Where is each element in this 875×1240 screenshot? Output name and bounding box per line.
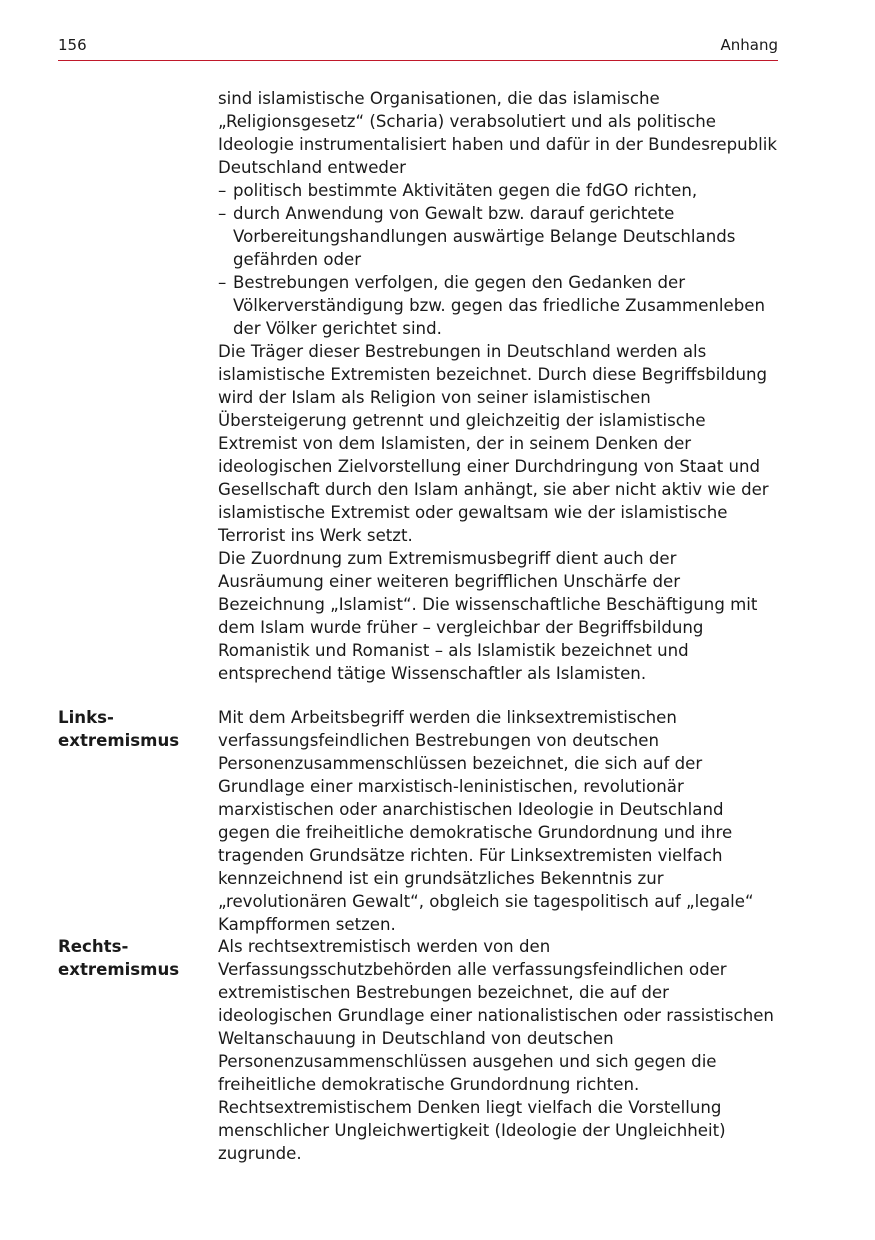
list-item-text: durch Anwendung von Gewalt bzw. darauf gerichtete Vorbereitungshandlungen auswärtige Belange Deutschlands gefährden oder [233, 204, 736, 269]
term-line: extremismus [58, 960, 180, 979]
list-item [218, 179, 780, 202]
term-line: extremismus [58, 731, 180, 750]
paragraph: Die Zuordnung zum Extremismusbegriff dient auch der Ausräumung einer weiteren begrifflichen Unschärfe der Bezeichnung „Islamist“. Die wissenschaftliche Beschäftigung mit dem Islam wurde früher – vergleichbar der Begriffsbildung Romanistik und Romanist – als Islamistik bezeichnet und entsprechend tätige Wissenschaftler als Islamisten. [218, 549, 758, 683]
list-dash: – [218, 181, 227, 200]
term-rechtsextremismus [58, 935, 208, 981]
definition-rechtsextremismus [218, 935, 780, 1165]
paragraph: Mit dem Arbeitsbegriff werden die linksextremistischen verfassungsfeindlichen Bestrebungen von deutschen Personenzusammenschlüssen bezeichnet, die sich auf der Grundlage einer marxistisch-leninistischen, revolutionär marxistischen oder anarchistischen Ideologie in Deutschland gegen die freiheitliche demokratische Grundordnung und ihre tragenden Grundsätze richten. Für Linksextremisten vielfach kennzeichnend ist ein grundsätzliches Bekenntnis zur „revolutionären Gewalt“, obgleich sie tagespolitisch auf „legale“ Kampfformen setzen. [218, 708, 754, 934]
list-item-text: politisch bestimmte Aktivitäten gegen die fdGO richten, [233, 181, 698, 200]
paragraph: Als rechtsextremistisch werden von den Verfassungsschutzbehörden alle verfassungsfeindlichen oder extremistischen Bestrebungen bezeichnet, die auf der ideologischen Grundlage einer nationalistischen oder rassistischen Weltanschauung in Deutschland von deutschen Personenzusammenschlüssen ausgehen und sich gegen die freiheitliche demokratische Grundordnung richten. [218, 937, 774, 1094]
term-line: Links- [58, 708, 114, 727]
list-item [218, 271, 780, 340]
continued-definition [218, 87, 780, 685]
list-item-text: Bestrebungen verfolgen, die gegen den Gedanken der Völkerverständigung bzw. gegen das friedliche Zusammenleben der Völker gerichtet sind. [233, 273, 766, 338]
term-line: Rechts- [58, 937, 129, 956]
criteria-list [218, 179, 780, 340]
term-linksextremismus [58, 706, 208, 752]
page-number: 156 [58, 36, 87, 54]
list-dash: – [218, 273, 227, 292]
page-header [58, 36, 778, 61]
list-dash: – [218, 204, 227, 223]
definition-intro: sind islamistische Organisationen, die das islamische „Religionsgesetz“ (Scharia) verabsolutiert und als politische Ideologie instrumentalisiert haben und dafür in der Bundesrepublik Deutschland entweder [218, 89, 777, 177]
running-head: Anhang [720, 36, 778, 54]
definition-linksextremismus [218, 706, 780, 936]
paragraph: Rechtsextremistischem Denken liegt vielfach die Vorstellung menschlicher Ungleichwertigkeit (Ideologie der Ungleichheit) zugrunde. [218, 1098, 726, 1163]
paragraph: Die Träger dieser Bestrebungen in Deutschland werden als islamistische Extremisten bezeichnet. Durch diese Begriffsbildung wird der Islam als Religion von seiner islamistischen Übersteigerung getrennt und gleichzeitig der islamistische Extremist von dem Islamisten, der in seinem Denken der ideologischen Zielvorstellung einer Durchdringung von Staat und Gesellschaft durch den Islam anhängt, sie aber nicht aktiv wie der islamistische Extremist oder gewaltsam wie der islamistische Terrorist ins Werk setzt. [218, 342, 769, 545]
list-item [218, 202, 780, 271]
